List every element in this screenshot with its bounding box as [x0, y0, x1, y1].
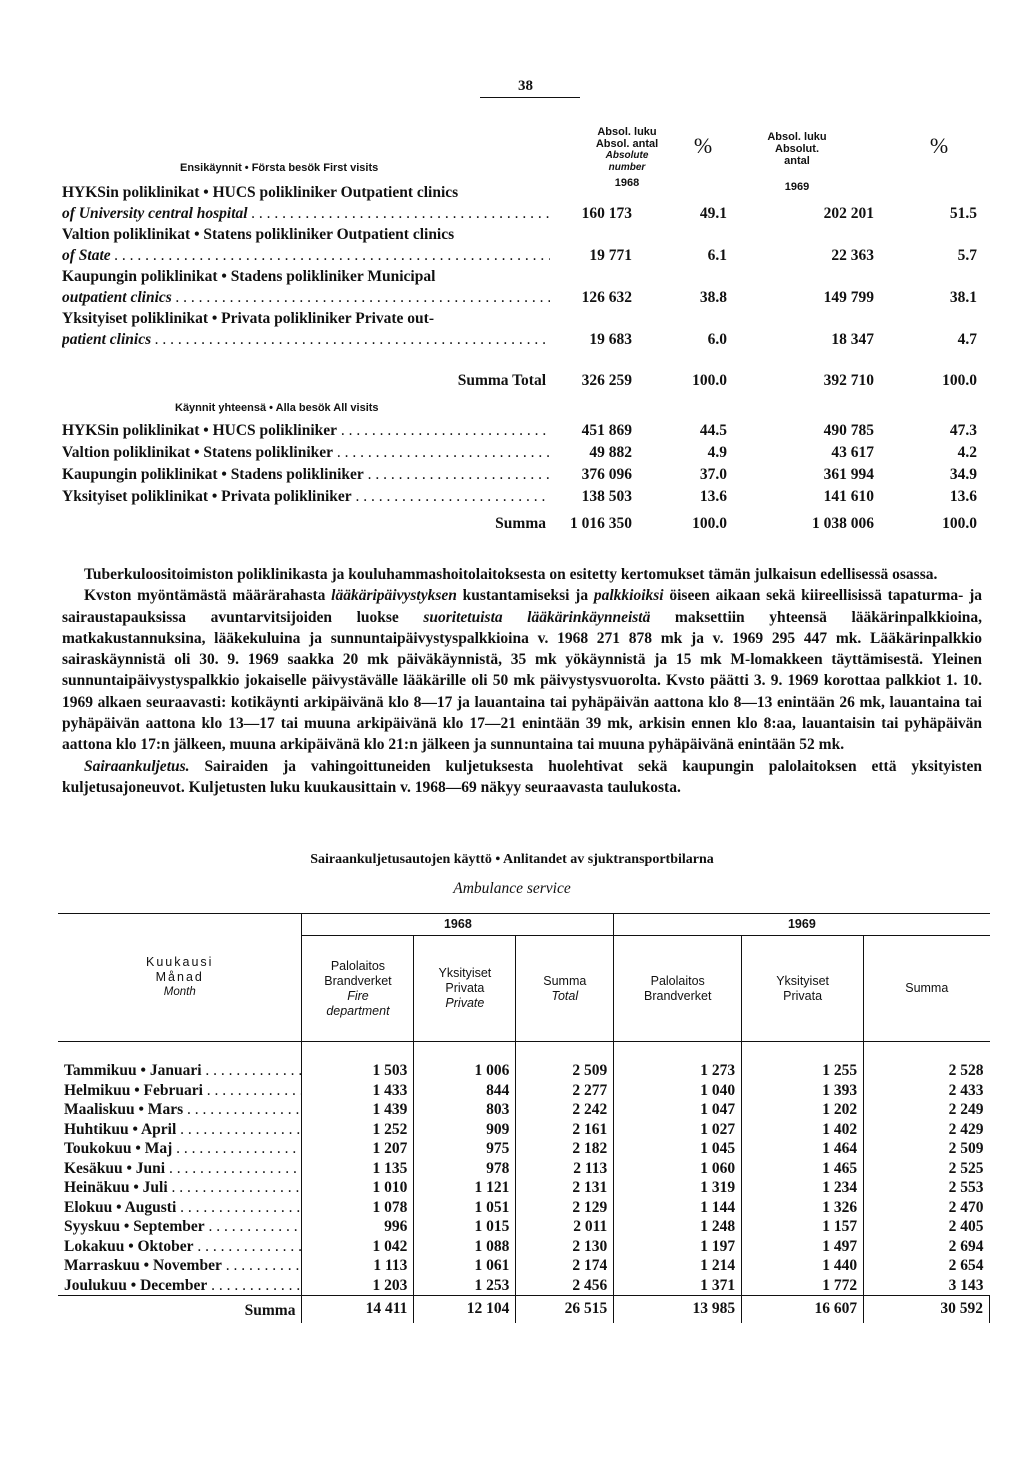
value-1969: 202 201 — [823, 205, 874, 222]
value-1968: 451 869 — [581, 422, 632, 439]
row-label-cont: outpatient clinics . . . — [62, 289, 550, 307]
month-row — [58, 1061, 990, 1081]
pct-1968: 49.1 — [699, 205, 727, 222]
value-1968: 126 632 — [581, 289, 632, 306]
col-palo-1968: Palolaitos Brandverket Fire department — [302, 936, 414, 1042]
value-1969: 22 363 — [831, 247, 874, 264]
ambulance-table-subtitle: Ambulance service — [453, 880, 571, 897]
first-visits-row — [62, 247, 982, 268]
cell-s69: 2 694 — [948, 1237, 984, 1255]
cell-y68: 1 061 — [414, 1256, 516, 1276]
ambulance-table — [58, 913, 990, 1323]
cell-s68: 2 242 — [516, 1100, 614, 1120]
row-label: Kaupungin poliklinikat • Stadens polikliniker Municipal — [62, 268, 436, 285]
cell-p68: 1 010 — [302, 1178, 414, 1198]
value-1969: 361 994 — [823, 466, 874, 483]
cell-p68: 1 042 — [302, 1237, 414, 1257]
cell-y69: 1 326 — [742, 1198, 864, 1218]
pct-header-1968: % — [693, 133, 713, 158]
cell-s69: 2 433 — [948, 1081, 984, 1099]
value-1969: 149 799 — [823, 289, 874, 306]
col-private-1968: Yksityiset Privata Private — [414, 936, 516, 1042]
pct-1968: 4.9 — [707, 444, 727, 461]
cell-s68: 2 182 — [516, 1139, 614, 1159]
month-label: Heinäkuu • Juli . . . — [58, 1178, 302, 1198]
row-label: Valtion poliklinikat • Statens polikliniker Outpatient clinics — [62, 226, 455, 243]
pct-1969: 13.6 — [949, 488, 977, 505]
cell-p69: 1 144 — [614, 1198, 742, 1218]
cell-y68: 1 006 — [414, 1061, 516, 1081]
month-row — [58, 1237, 990, 1257]
month-label: Huhtikuu • April . . . — [58, 1120, 302, 1140]
cell-s69: 2 528 — [948, 1062, 984, 1080]
row-label: Kaupungin poliklinikat • Stadens polikliniker . . . — [62, 466, 550, 484]
month-row — [58, 1081, 990, 1101]
value-1968: 376 096 — [581, 466, 632, 483]
cell-p69: 1 045 — [614, 1139, 742, 1159]
cell-y68: 844 — [414, 1081, 516, 1101]
all-visits-row — [62, 422, 982, 443]
cell-y69: 1 497 — [742, 1237, 864, 1257]
section-all-visits-title: Käynnit yhteensä • Alla besök All visits — [175, 402, 379, 414]
cell-s68: 2 161 — [516, 1120, 614, 1140]
month-label: Marraskuu • November . . . — [58, 1256, 302, 1276]
cell-y69: 1 772 — [742, 1276, 864, 1296]
cell-y68: 909 — [414, 1120, 516, 1140]
cell-p68: 1 078 — [302, 1198, 414, 1218]
month-row — [58, 1217, 990, 1237]
cell-y68: 975 — [414, 1139, 516, 1159]
cell-y68: 803 — [414, 1100, 516, 1120]
month-label: Helmikuu • Februari . . . — [58, 1081, 302, 1101]
pct-1969: 4.7 — [957, 331, 977, 348]
ambulance-total-row: Summa 14 411 12 104 26 515 13 985 16 607 30 592 — [58, 1295, 990, 1323]
cell-p68: 1 203 — [302, 1276, 414, 1296]
cell-p68: 1 433 — [302, 1081, 414, 1101]
page-number: 38 — [480, 78, 580, 98]
cell-s68: 2 130 — [516, 1237, 614, 1257]
cell-y69: 1 440 — [742, 1256, 864, 1276]
value-1969: 43 617 — [831, 444, 874, 461]
cell-p69: 1 273 — [614, 1061, 742, 1081]
cell-s69: 2 654 — [948, 1257, 984, 1275]
pct-1968: 37.0 — [699, 466, 727, 483]
month-header: Kuukausi Månad Month — [58, 914, 302, 1042]
cell-y69: 1 464 — [742, 1139, 864, 1159]
pct-1969: 51.5 — [949, 205, 977, 222]
cell-s69: 2 429 — [948, 1120, 984, 1138]
row-label: HYKSin poliklinikat • HUCS polikliniker Outpatient clinics — [62, 184, 459, 201]
cell-p69: 1 319 — [614, 1178, 742, 1198]
first-visits-row — [62, 331, 982, 352]
month-label: Toukokuu • Maj . . . — [58, 1139, 302, 1159]
month-label: Elokuu • Augusti . . . — [58, 1198, 302, 1218]
pct-1969: 4.2 — [957, 444, 977, 461]
month-row — [58, 1139, 990, 1159]
cell-s69: 2 509 — [948, 1140, 984, 1158]
cell-y69: 1 255 — [742, 1061, 864, 1081]
value-1969: 141 610 — [823, 488, 874, 505]
month-label: Lokakuu • Oktober . . . — [58, 1237, 302, 1257]
value-1968: 19 683 — [589, 331, 632, 348]
cell-y69: 1 202 — [742, 1100, 864, 1120]
month-row — [58, 1100, 990, 1120]
all-visits-row — [62, 444, 982, 465]
cell-y69: 1 465 — [742, 1159, 864, 1179]
cell-y69: 1 393 — [742, 1081, 864, 1101]
paragraph-ambulance: Sairaankuljetus. Sairaiden ja vahingoittuneiden kuljetuksesta huolehtivat sekä kaupungin palolaitoksen että yksityisten kuljetusajoneuvot. Kuljetusten luku kuukausittain v. 1968—69 näkyy seuraavasta taulukosta. — [62, 757, 982, 796]
month-row — [58, 1198, 990, 1218]
cell-p69: 1 047 — [614, 1100, 742, 1120]
cell-p68: 996 — [302, 1217, 414, 1237]
row-label-cont: of University central hospital . . . — [62, 205, 550, 223]
first-visits-row-line1 — [62, 310, 982, 331]
month-row — [58, 1276, 990, 1296]
month-label: Kesäkuu • Juni . . . — [58, 1159, 302, 1179]
cell-s69: 2 470 — [948, 1198, 984, 1216]
body-text — [62, 564, 982, 798]
paragraph-tb: Tuberkuloositoimiston poliklinikasta ja kouluhammashoitolaitoksesta on esitetty kertomukset tämän julkaisun edellisessä osassa. — [84, 566, 938, 583]
col-header-1968: Absol. luku Absol. antal Absolute number 1968 — [595, 126, 659, 189]
month-row — [58, 1256, 990, 1276]
cell-y68: 1 253 — [414, 1276, 516, 1296]
cell-s68: 2 113 — [516, 1159, 614, 1179]
col-sum-1968: Summa Total — [516, 936, 614, 1042]
cell-y68: 1 088 — [414, 1237, 516, 1257]
month-label: Joulukuu • December . . . — [58, 1276, 302, 1296]
year-1969-header: 1969 — [614, 914, 990, 936]
cell-p69: 1 027 — [614, 1120, 742, 1140]
cell-y68: 1 015 — [414, 1217, 516, 1237]
all-visits-total-row: Summa 1 016 350 100.0 1 038 006 100.0 — [495, 515, 977, 532]
first-visits-row — [62, 289, 982, 310]
month-row — [58, 1120, 990, 1140]
row-label-cont: of State . . . — [62, 247, 550, 265]
col-sum-1969: Summa — [905, 981, 949, 995]
row-label-cont: patient clinics . . . — [62, 331, 550, 349]
cell-p69: 1 040 — [614, 1081, 742, 1101]
pct-header-1969: % — [929, 133, 949, 158]
value-1968: 49 882 — [589, 444, 632, 461]
cell-s69: 3 143 — [948, 1276, 984, 1294]
first-visits-row-line1 — [62, 268, 982, 289]
month-row — [58, 1178, 990, 1198]
pct-1969: 47.3 — [949, 422, 977, 439]
pct-1969: 5.7 — [957, 247, 977, 264]
cell-s68: 2 509 — [516, 1061, 614, 1081]
cell-p68: 1 135 — [302, 1159, 414, 1179]
pct-1969: 34.9 — [949, 466, 977, 483]
pct-1968: 6.0 — [707, 331, 727, 348]
month-row — [58, 1159, 990, 1179]
cell-p68: 1 252 — [302, 1120, 414, 1140]
first-visits-row-line1 — [62, 226, 982, 247]
col-header-1969: Absol. luku Absolut. antal 1969 — [767, 131, 827, 193]
row-label: Yksityiset poliklinikat • Privata polikliniker Private out- — [62, 310, 434, 327]
all-visits-row — [62, 466, 982, 487]
section-first-visits-title: Ensikäynnit • Första besök First visits — [180, 162, 379, 174]
pct-1968: 38.8 — [699, 289, 727, 306]
cell-s69: 2 553 — [948, 1179, 984, 1197]
cell-y68: 1 121 — [414, 1178, 516, 1198]
cell-s68: 2 277 — [516, 1081, 614, 1101]
cell-y69: 1 234 — [742, 1178, 864, 1198]
year-1968-header: 1968 — [302, 914, 614, 936]
row-label: Yksityiset poliklinikat • Privata polikliniker . . . — [62, 488, 550, 506]
cell-s69: 2 249 — [948, 1101, 984, 1119]
cell-s69: 2 405 — [948, 1218, 984, 1236]
row-label: HYKSin poliklinikat • HUCS polikliniker . . . — [62, 422, 550, 440]
cell-p69: 1 197 — [614, 1237, 742, 1257]
ambulance-table-title: Sairaankuljetusautojen käyttö • Anlitandet av sjuktransportbilarna — [310, 852, 714, 867]
col-private-1969: Yksityiset Privata — [742, 936, 864, 1042]
cell-p69: 1 060 — [614, 1159, 742, 1179]
cell-s68: 2 131 — [516, 1178, 614, 1198]
cell-p68: 1 503 — [302, 1061, 414, 1081]
cell-s68: 2 174 — [516, 1256, 614, 1276]
value-1968: 19 771 — [589, 247, 632, 264]
value-1969: 18 347 — [831, 331, 874, 348]
row-label: Valtion poliklinikat • Statens polikliniker . . . — [62, 444, 550, 462]
col-palo-1969: Palolaitos Brandverket — [614, 936, 742, 1042]
cell-s68: 2 456 — [516, 1276, 614, 1296]
first-visits-row — [62, 205, 982, 226]
cell-y68: 1 051 — [414, 1198, 516, 1218]
value-1968: 138 503 — [581, 488, 632, 505]
cell-p69: 1 214 — [614, 1256, 742, 1276]
value-1968: 160 173 — [581, 205, 632, 222]
cell-p68: 1 207 — [302, 1139, 414, 1159]
first-visits-total-row: Summa Total 326 259 100.0 392 710 100.0 — [457, 372, 977, 389]
cell-y69: 1 157 — [742, 1217, 864, 1237]
cell-p69: 1 371 — [614, 1276, 742, 1296]
month-label: Maaliskuu • Mars . . . — [58, 1100, 302, 1120]
first-visits-row-line1 — [62, 184, 982, 205]
pct-1968: 13.6 — [699, 488, 727, 505]
all-visits-row — [62, 488, 982, 509]
cell-y68: 978 — [414, 1159, 516, 1179]
cell-p68: 1 439 — [302, 1100, 414, 1120]
cell-s68: 2 011 — [516, 1217, 614, 1237]
cell-s69: 2 525 — [948, 1159, 984, 1177]
pct-1968: 44.5 — [699, 422, 727, 439]
cell-p68: 1 113 — [302, 1256, 414, 1276]
paragraph-doctor-fees: Kvston myöntämästä määrärahasta lääkäripäivystyksen kustantamiseksi ja palkkioiksi öiseen aikaan sekä kiireellisissä tapaturma- ja sairaustapauksissa avuntarvitsijoiden luokse suoritetuista lääkärinkäynneistä maksettiin yhteensä lääkärinpalkkioina, matkakustannuksina, lääkekuluina ja sunnuntaipäivystyspalkkioina v. 1968 271 878 mk ja v. 1969 295 447 mk. Lääkärinpalkkio sairaskäynnistä oli 30. 9. 1969 saakka 20 mk päiväkäynnistä, 35 mk yökäynnistä ja 15 mk M-lomakkeen täyttämisestä. Yleinen sunnuntaipäivystyspalkkio jokaiselle päivystävälle lääkärille oli 50 mk päivystysvuorolta. Kvsto päätti 3. 9. 1969 korottaa palkkiot 1. 10. 1969 alkaen seuraavasti: kotikäynti arkipäivänä klo 8—17 ja lauantaina tai pyhäpäivän aattona klo 8—13 enintään 26 mk, lauantaina tai pyhäpäivän aattona klo 13—17 tai muuna arkipäivänä klo 17—21 enintään 39 mk, arkisin ennen klo 8:aa, lauantaisin tai pyhäpäivän aattona klo 17:n jälkeen, muuna arkipäivänä klo 21:n jälkeen ja sunnuntaina tai muuna pyhäpäivänä enintään 52 mk. — [62, 587, 982, 754]
month-label: Syyskuu • September . . . — [58, 1217, 302, 1237]
value-1969: 490 785 — [823, 422, 874, 439]
pct-1969: 38.1 — [949, 289, 977, 306]
cell-p69: 1 248 — [614, 1217, 742, 1237]
cell-y69: 1 402 — [742, 1120, 864, 1140]
cell-s68: 2 129 — [516, 1198, 614, 1218]
pct-1968: 6.1 — [707, 247, 727, 264]
month-label: Tammikuu • Januari . . . — [58, 1061, 302, 1081]
